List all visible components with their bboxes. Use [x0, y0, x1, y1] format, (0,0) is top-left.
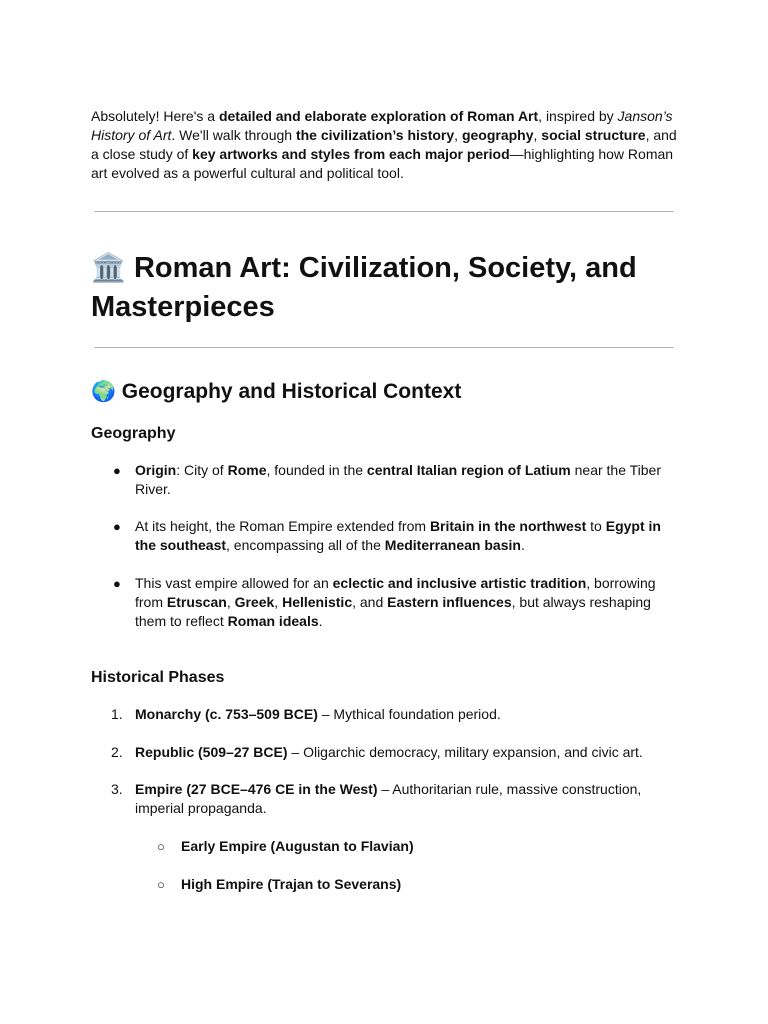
list-item: ○ Early Empire (Augustan to Flavian)	[157, 838, 414, 854]
intro-paragraph: Absolutely! Here's a detailed and elaborate exploration of Roman Art, inspired by Janson’s History of Art. We'll walk through the civilization’s history, geography, social structure, and a close study of key artworks and styles from each major period—highlighting how Roman art evolved as a powerful cultural and political tool.	[91, 108, 677, 181]
list-item: ● This vast empire allowed for an eclectic and inclusive artistic tradition, borrowing from Etruscan, Greek, Hellenistic, and Eastern influences, but always reshaping them to reflect Roman ideals.	[113, 575, 656, 629]
historical-phases-heading: Historical Phases	[91, 669, 225, 686]
section-heading: 🌍 Geography and Historical Context	[91, 379, 462, 403]
divider-title	[94, 347, 674, 348]
list-item: ● At its height, the Roman Empire extended from Britain in the northwest to Egypt in the southeast, encompassing all of the Mediterranean basin.	[113, 518, 661, 553]
list-number: 2.	[111, 744, 123, 760]
classical-building-icon: 🏛️	[91, 251, 126, 284]
circle-bullet-marker: ○	[157, 877, 165, 892]
list-item: ○ High Empire (Trajan to Severans)	[157, 876, 402, 892]
globe-icon: 🌍	[91, 379, 116, 403]
divider-top	[94, 211, 674, 212]
list-item: ● Origin: City of Rome, founded in the central Italian region of Latium near the Tiber River.	[113, 462, 662, 497]
bullet-marker: ●	[113, 463, 121, 478]
bullet-marker: ●	[113, 576, 121, 591]
list-item: 2. Republic (509–27 BCE) – Oligarchic democracy, military expansion, and civic art.	[111, 744, 643, 760]
bullet-marker: ●	[113, 519, 121, 534]
list-number: 1.	[111, 706, 123, 722]
geography-heading: Geography	[91, 425, 176, 442]
list-item: 3. Empire (27 BCE–476 CE in the West) – Authoritarian rule, massive construction, imperial propaganda.	[111, 781, 642, 816]
list-number: 3.	[111, 781, 123, 797]
page-title: 🏛️ Roman Art: Civilization, Society, and Masterpieces	[91, 251, 637, 323]
circle-bullet-marker: ○	[157, 839, 165, 854]
list-item: 1. Monarchy (c. 753–509 BCE) – Mythical foundation period.	[111, 706, 501, 722]
